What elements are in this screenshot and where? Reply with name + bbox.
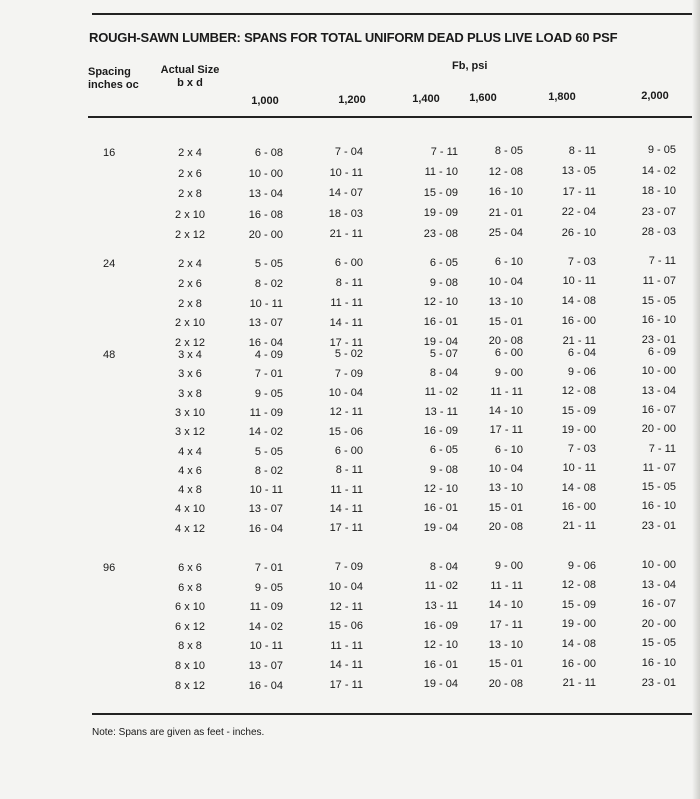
span-value: 11 - 10 (424, 166, 458, 179)
span-value: 20 - 00 (641, 423, 676, 436)
span-value: 14 - 08 (561, 638, 596, 650)
table-row (0, 226, 700, 247)
span-value: 10 - 11 (562, 462, 596, 475)
table-row (0, 637, 700, 658)
header-fb-1: 1,200 (338, 94, 366, 106)
span-value: 12 - 10 (423, 639, 458, 652)
span-value: 8 - 05 (494, 145, 523, 158)
span-value: 8 - 02 (254, 277, 283, 290)
span-value: 16 - 09 (423, 425, 458, 437)
size-value: 2 x 8 (178, 188, 202, 200)
header-fb-psi: Fb, psi (452, 60, 488, 72)
header-fb-3: 1,600 (469, 92, 497, 104)
span-value: 16 - 01 (423, 502, 458, 515)
header-fb-0: 1,000 (251, 95, 279, 107)
span-value: 20 - 00 (641, 617, 676, 630)
span-value: 13 - 05 (561, 165, 596, 178)
span-value: 17 - 11 (329, 679, 363, 691)
table-row (0, 144, 700, 165)
span-value: 11 - 07 (642, 461, 676, 474)
header-fb-4: 1,800 (548, 91, 576, 103)
table-row (0, 481, 700, 502)
span-value: 16 - 10 (488, 186, 523, 199)
span-value: 16 - 01 (423, 316, 458, 329)
span-value: 14 - 02 (641, 164, 676, 177)
size-value: 6 x 6 (178, 562, 202, 574)
span-value: 10 - 00 (248, 167, 283, 180)
span-value: 19 - 09 (423, 207, 458, 220)
header-size (155, 64, 225, 90)
span-value: 20 - 08 (488, 335, 523, 348)
size-value: 4 x 8 (178, 484, 202, 497)
span-value: 21 - 01 (488, 206, 523, 219)
size-value: 2 x 4 (178, 258, 202, 270)
span-value: 15 - 01 (488, 501, 523, 514)
span-value: 17 - 11 (489, 619, 523, 631)
span-value: 11 - 11 (330, 297, 363, 309)
span-value: 7 - 11 (648, 255, 676, 267)
span-value: 10 - 11 (249, 297, 283, 310)
span-value: 11 - 11 (490, 579, 523, 592)
span-value: 5 - 05 (254, 445, 283, 458)
span-value: 13 - 04 (641, 578, 676, 591)
span-value: 14 - 11 (329, 659, 363, 672)
table-row (0, 500, 700, 521)
span-value: 16 - 04 (248, 522, 283, 535)
span-value: 11 - 07 (642, 274, 676, 287)
size-value: 6 x 10 (175, 601, 205, 614)
size-value: 8 x 8 (178, 640, 202, 653)
span-value: 8 - 04 (429, 560, 458, 573)
span-value: 9 - 08 (429, 463, 458, 476)
span-value: 15 - 01 (488, 315, 523, 328)
span-value: 10 - 00 (641, 559, 676, 571)
spacing-value: 24 (103, 258, 116, 270)
header-rule (88, 116, 698, 118)
span-value: 8 - 11 (335, 277, 363, 290)
span-value: 20 - 08 (488, 677, 523, 690)
table-title: ROUGH-SAWN LUMBER: SPANS FOR TOTAL UNIFORM DEAD PLUS LIVE LOAD 60 PSF (89, 30, 618, 45)
span-value: 16 - 07 (641, 598, 676, 611)
span-value: 22 - 04 (561, 206, 596, 219)
size-value: 2 x 8 (178, 297, 202, 310)
span-value: 20 - 08 (488, 520, 523, 533)
span-value: 7 - 09 (334, 367, 363, 380)
size-value: 2 x 6 (178, 167, 202, 180)
span-value: 11 - 11 (330, 639, 363, 652)
span-value: 9 - 05 (254, 387, 283, 400)
size-value: 8 x 10 (175, 660, 205, 672)
header-spacing-line2: inches oc (88, 79, 139, 91)
span-value: 18 - 10 (641, 185, 676, 197)
size-value: 3 x 8 (178, 387, 202, 400)
header-fb-2: 1,400 (412, 93, 440, 105)
span-value: 16 - 00 (561, 315, 596, 327)
size-value: 8 x 12 (175, 679, 205, 692)
table-row (0, 346, 700, 367)
span-value: 15 - 06 (328, 425, 363, 438)
span-value: 11 - 09 (249, 601, 283, 614)
span-value: 16 - 00 (561, 657, 596, 670)
span-value: 12 - 11 (329, 406, 363, 419)
span-value: 17 - 11 (329, 336, 363, 349)
size-value: 2 x 12 (175, 337, 205, 350)
span-value: 15 - 01 (488, 658, 523, 671)
span-value: 9 - 00 (494, 366, 523, 379)
spacing-value: 96 (103, 562, 116, 574)
span-value: 10 - 04 (328, 387, 363, 399)
span-value: 13 - 07 (248, 503, 283, 516)
span-value: 5 - 05 (254, 258, 283, 270)
span-value: 19 - 04 (423, 336, 458, 348)
table-row (0, 403, 700, 425)
span-value: 19 - 00 (561, 618, 596, 631)
span-value: 13 - 04 (248, 188, 283, 200)
span-value: 6 - 04 (567, 346, 596, 359)
table-row (0, 294, 700, 316)
span-value: 11 - 02 (424, 386, 458, 399)
span-value: 17 - 11 (489, 424, 523, 437)
span-value: 14 - 08 (561, 295, 596, 308)
size-value: 2 x 12 (175, 229, 205, 241)
table-row (0, 676, 700, 698)
span-value: 17 - 11 (562, 185, 596, 198)
header-spacing-line1: Spacing (88, 66, 131, 78)
span-value: 23 - 08 (423, 227, 458, 240)
span-value: 6 - 05 (429, 444, 458, 457)
table-row (0, 442, 700, 464)
span-value: 14 - 02 (248, 426, 283, 439)
span-value: 6 - 10 (494, 443, 523, 456)
span-value: 10 - 11 (249, 640, 283, 653)
span-value: 7 - 01 (254, 368, 283, 381)
span-value: 14 - 11 (329, 316, 363, 329)
span-value: 11 - 09 (249, 406, 283, 419)
span-value: 23 - 01 (641, 676, 676, 689)
span-value: 12 - 08 (488, 165, 523, 178)
span-value: 9 - 05 (254, 581, 283, 594)
span-value: 15 - 09 (561, 404, 596, 417)
span-value: 15 - 09 (561, 598, 596, 611)
span-value: 10 - 04 (488, 276, 523, 288)
span-value: 23 - 01 (641, 519, 676, 532)
span-value: 14 - 02 (248, 620, 283, 633)
spacing-value: 16 (103, 147, 116, 159)
span-value: 10 - 04 (328, 581, 363, 593)
table-row (0, 205, 700, 227)
table-row (0, 578, 700, 600)
span-value: 21 - 11 (329, 228, 363, 241)
span-value: 21 - 11 (562, 677, 596, 690)
span-value: 7 - 04 (334, 146, 363, 159)
span-value: 10 - 11 (562, 275, 596, 288)
span-value: 13 - 04 (641, 384, 676, 397)
span-value: 16 - 04 (248, 679, 283, 692)
table-row (0, 274, 700, 296)
span-value: 12 - 08 (561, 385, 596, 398)
span-value: 17 - 11 (329, 522, 363, 535)
span-value: 6 - 00 (494, 347, 523, 360)
span-value: 21 - 11 (562, 334, 596, 347)
span-value: 13 - 07 (248, 660, 283, 672)
span-value: 6 - 05 (429, 256, 458, 269)
span-value: 16 - 10 (641, 500, 676, 513)
table-row (0, 617, 700, 639)
span-value: 9 - 05 (647, 144, 676, 156)
span-value: 16 - 10 (641, 657, 676, 669)
span-value: 6 - 00 (334, 257, 363, 270)
span-value: 11 - 11 (490, 385, 523, 398)
table-row (0, 519, 700, 541)
span-value: 13 - 10 (488, 638, 523, 651)
header-spacing (88, 66, 139, 92)
size-value: 2 x 10 (175, 208, 205, 221)
span-value: 9 - 06 (567, 365, 596, 378)
span-value: 16 - 10 (641, 314, 676, 327)
span-value: 10 - 00 (641, 365, 676, 378)
span-value: 8 - 11 (335, 464, 363, 477)
span-value: 7 - 11 (648, 442, 676, 455)
header-size-line1: Actual Size (160, 64, 220, 76)
size-value: 4 x 12 (175, 522, 205, 535)
size-value: 6 x 12 (175, 620, 205, 633)
span-value: 13 - 07 (248, 317, 283, 330)
span-value: 7 - 11 (430, 145, 458, 158)
span-value: 10 - 11 (249, 484, 283, 497)
span-value: 26 - 10 (561, 226, 596, 239)
span-value: 11 - 02 (424, 580, 458, 593)
span-value: 28 - 03 (641, 226, 676, 238)
header-size-line2: b x d (177, 77, 203, 89)
span-value: 10 - 04 (488, 463, 523, 475)
span-value: 16 - 09 (423, 619, 458, 632)
span-value: 15 - 05 (641, 294, 676, 307)
size-value: 2 x 4 (178, 147, 202, 159)
span-value: 6 - 09 (647, 346, 676, 358)
span-value: 16 - 04 (248, 337, 283, 350)
size-value: 3 x 12 (175, 426, 205, 439)
span-value: 9 - 00 (494, 560, 523, 573)
size-value: 2 x 10 (175, 317, 205, 330)
table-row (0, 185, 700, 206)
size-value: 3 x 4 (178, 349, 202, 361)
span-value: 16 - 08 (248, 208, 283, 221)
size-value: 2 x 6 (178, 277, 202, 290)
span-value: 14 - 08 (561, 481, 596, 494)
span-value: 7 - 01 (254, 562, 283, 574)
table-row (0, 559, 700, 580)
bottom-rule (92, 713, 700, 715)
span-value: 6 - 10 (494, 256, 523, 269)
span-value: 18 - 03 (328, 207, 363, 220)
span-value: 13 - 11 (424, 405, 458, 418)
span-value: 12 - 08 (561, 579, 596, 592)
header-fb-5: 2,000 (641, 90, 669, 102)
span-value: 8 - 11 (568, 144, 596, 157)
span-value: 9 - 08 (429, 276, 458, 289)
table-row (0, 384, 700, 406)
top-rule (92, 13, 700, 15)
span-value: 7 - 03 (567, 443, 596, 456)
span-value: 10 - 11 (329, 166, 363, 179)
footnote: Note: Spans are given as feet - inches. (92, 727, 265, 738)
span-value: 20 - 00 (248, 229, 283, 241)
span-value: 14 - 10 (488, 599, 523, 612)
span-value: 15 - 06 (328, 620, 363, 633)
size-value: 6 x 8 (178, 581, 202, 594)
span-value: 6 - 00 (334, 444, 363, 457)
page-edge-shadow (692, 0, 700, 799)
span-value: 12 - 10 (423, 482, 458, 495)
span-value: 8 - 04 (429, 367, 458, 380)
span-value: 13 - 10 (488, 482, 523, 495)
span-value: 6 - 08 (254, 147, 283, 159)
span-value: 12 - 10 (423, 296, 458, 309)
span-value: 7 - 03 (567, 255, 596, 268)
size-value: 4 x 4 (178, 445, 202, 458)
table-row (0, 423, 700, 444)
span-value: 16 - 01 (423, 658, 458, 671)
span-value: 7 - 09 (334, 561, 363, 574)
span-value: 15 - 05 (641, 481, 676, 494)
span-value: 23 - 07 (641, 205, 676, 218)
table-row (0, 314, 700, 335)
span-value: 4 - 09 (254, 349, 283, 361)
span-value: 19 - 04 (423, 678, 458, 691)
table-row (0, 164, 700, 186)
span-value: 5 - 02 (334, 348, 363, 361)
span-value: 13 - 11 (424, 600, 458, 612)
span-value: 19 - 04 (423, 521, 458, 534)
span-value: 14 - 11 (329, 502, 363, 515)
span-value: 14 - 10 (488, 405, 523, 418)
span-value: 5 - 07 (429, 347, 458, 360)
span-value: 21 - 11 (562, 520, 596, 533)
span-value: 11 - 11 (330, 483, 363, 496)
table-row (0, 657, 700, 678)
span-value: 15 - 05 (641, 637, 676, 650)
table-row (0, 461, 700, 483)
span-value: 8 - 02 (254, 464, 283, 477)
span-value: 16 - 00 (561, 501, 596, 513)
table-row (0, 598, 700, 619)
span-value: 12 - 11 (329, 600, 363, 613)
span-value: 14 - 07 (328, 187, 363, 200)
size-value: 3 x 10 (175, 406, 205, 419)
span-value: 16 - 07 (641, 403, 676, 416)
spacing-value: 48 (103, 349, 116, 361)
size-value: 4 x 10 (175, 503, 205, 516)
span-value: 15 - 09 (423, 186, 458, 199)
size-value: 4 x 6 (178, 464, 202, 477)
table-row (0, 255, 700, 276)
span-value: 9 - 06 (567, 559, 596, 572)
size-value: 3 x 6 (178, 368, 202, 381)
table-row (0, 365, 700, 386)
span-value: 19 - 00 (561, 423, 596, 436)
span-value: 23 - 01 (641, 334, 676, 347)
span-value: 13 - 10 (488, 295, 523, 308)
span-value: 25 - 04 (488, 227, 523, 240)
